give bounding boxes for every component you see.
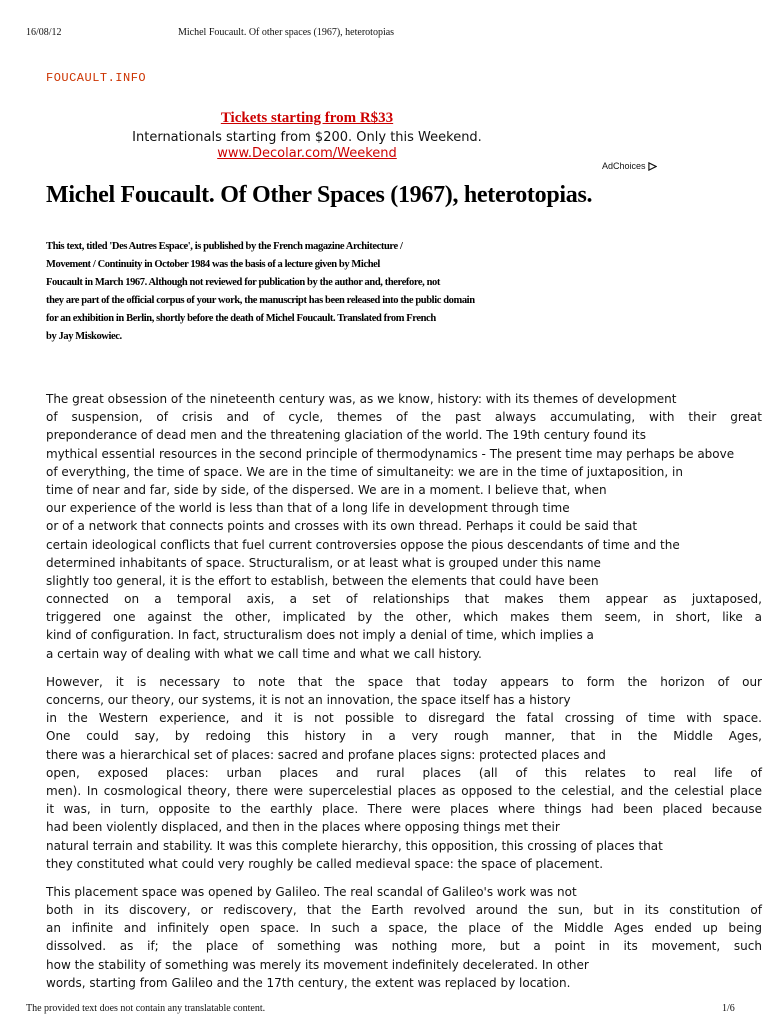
text-line: or of a network that connects points and crosses with its own thread. Perhaps it could be said that xyxy=(46,519,638,534)
text-line: certain ideological conflicts that fuel current controversies oppose the pious descendants of time and the xyxy=(46,537,680,552)
print-header-title: Michel Foucault. Of other spaces (1967), heterotopias xyxy=(178,27,395,38)
article-paragraph xyxy=(46,883,762,992)
text-line: connected on a temporal axis, a set of relationships that makes them appear as juxtaposed, xyxy=(46,592,762,607)
text-line: preponderance of dead men and the threatening glaciation of the world. The 19th century found its xyxy=(46,428,646,443)
intro-line: for an exhibition in Berlin, shortly before the death of Michel Foucault. Translated from French xyxy=(46,313,436,324)
ad-choices-label: AdChoices xyxy=(602,161,646,171)
text-line: The great obsession of the nineteenth century was, as we know, history: with its themes of development xyxy=(46,392,677,406)
text-line: triggered one against the other, implicated by the other, which makes them seem, in short, like a xyxy=(46,610,762,625)
ad-choices-icon xyxy=(648,162,657,171)
footer-note: The provided text does not contain any translatable content. xyxy=(26,1003,266,1014)
text-line: determined inhabitants of space. Structuralism, or at least what is grouped under this name xyxy=(46,555,601,570)
ad-description: Internationals starting from $200. Only this Weekend. xyxy=(132,130,482,145)
text-line: kind of configuration. In fact, structuralism does not imply a denial of time, which implies a xyxy=(46,628,594,643)
text-line: of everything, the time of space. We are in the time of simultaneity: we are in the time of juxtaposition, in xyxy=(46,464,683,479)
text-line: in the Western experience, and it is not possible to disregard the fatal crossing of time with space. xyxy=(46,711,762,726)
advertisement xyxy=(0,110,614,161)
text-line: One could say, by redoing this history in a very rough manner, that in the Middle Ages, xyxy=(46,729,762,744)
page-number: 1/6 xyxy=(722,1003,735,1014)
text-line: concerns, our theory, our systems, it is not an innovation, the space itself has a history xyxy=(46,693,571,707)
text-line: there was a hierarchical set of places: sacred and profane places signs: protected places and xyxy=(46,747,606,762)
text-line: However, it is necessary to note that the space that today appears to form the horizon of our xyxy=(46,674,762,689)
intro-note xyxy=(46,238,506,346)
text-line: both in its discovery, or rediscovery, that the Earth revolved around the sun, but in its constitution of xyxy=(46,903,762,918)
article-paragraph xyxy=(46,390,762,663)
text-line: natural terrain and stability. It was this complete hierarchy, this opposition, this crossing of places that xyxy=(46,838,663,853)
text-line: mythical essential resources in the second principle of thermodynamics - The present time may perhaps be above xyxy=(46,446,735,461)
page-title: Michel Foucault. Of Other Spaces (1967), heterotopias. xyxy=(46,182,593,208)
print-header-date: 16/08/12 xyxy=(26,27,62,38)
text-line: it was, in turn, opposite to the earthly place. There were places where things had been placed because xyxy=(46,802,762,817)
text-line: an infinite and infinitely open space. In such a space, the place of the Middle Ages ended up being xyxy=(46,921,762,936)
text-line: they constituted what could very roughly be called medieval space: the space of placement. xyxy=(46,856,604,871)
text-line: had been violently displaced, and then in the places where opposing things met their xyxy=(46,820,560,835)
text-line: open, exposed places: urban places and rural places (all of this relates to real life of xyxy=(46,765,762,780)
intro-line: Foucault in March 1967. Although not reviewed for publication by the author and, therefore, not xyxy=(46,277,440,288)
text-line: This placement space was opened by Galileo. The real scandal of Galileo's work was not xyxy=(46,884,577,899)
text-line: slightly too general, it is the effort to establish, between the elements that could have been xyxy=(46,573,599,588)
text-line: how the stability of something was merely its movement indefinitely decelerated. In other xyxy=(46,957,589,972)
intro-line: Movement / Continuity in October 1984 was the basis of a lecture given by Michel xyxy=(46,259,380,270)
text-line: dissolved. as if; the place of something was nothing more, but a point in its movement, such xyxy=(46,939,762,954)
text-line: of suspension, of crisis and of cycle, themes of the past always accumulating, with their great xyxy=(46,410,762,425)
article-body xyxy=(46,390,762,1002)
text-line: men). In cosmological theory, there were supercelestial places as opposed to the celestial, and the celestial place xyxy=(46,783,762,798)
intro-line: by Jay Miskowiec. xyxy=(46,331,122,342)
text-line: our experience of the world is less than that of a long life in development through time xyxy=(46,501,570,516)
text-line: a certain way of dealing with what we call time and what we call history. xyxy=(46,646,482,661)
ad-choices[interactable] xyxy=(602,161,657,171)
intro-line: This text, titled 'Des Autres Espace', is published by the French magazine Architecture / xyxy=(46,241,403,252)
text-line: words, starting from Galileo and the 17th century, the extent was replaced by location. xyxy=(46,975,571,990)
intro-line: they are part of the official corpus of your work, the manuscript has been released into the public domain xyxy=(46,295,475,306)
article-paragraph xyxy=(46,673,762,873)
text-line: time of near and far, side by side, of the dispersed. We are in a moment. I believe that, when xyxy=(46,482,607,497)
ad-url-link[interactable]: www.Decolar.com/Weekend xyxy=(217,146,397,161)
site-logo-link[interactable]: FOUCAULT.INFO xyxy=(46,71,147,85)
ad-title-link[interactable]: Tickets starting from R$33 xyxy=(220,110,394,126)
